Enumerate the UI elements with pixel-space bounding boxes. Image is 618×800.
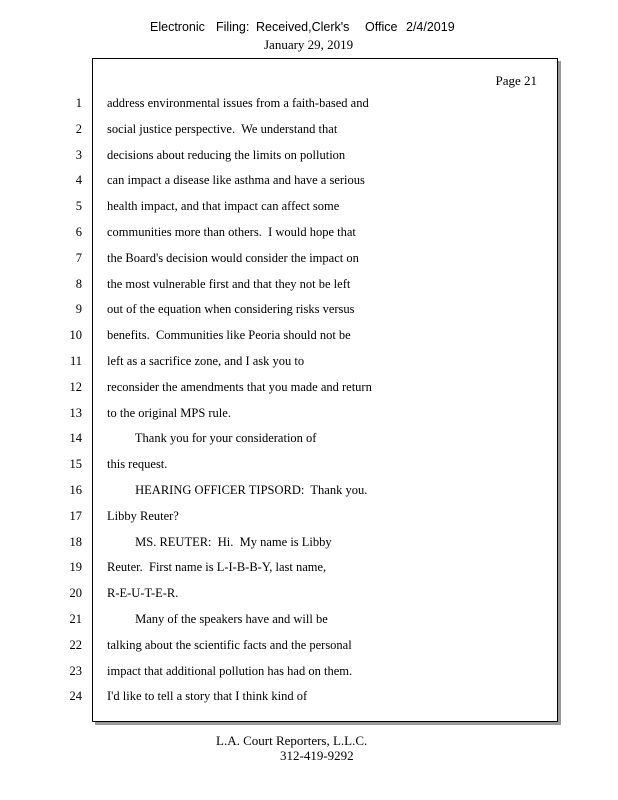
footer-phone: 312-419-9292 (280, 748, 354, 763)
line-text: to the original MPS rule. (107, 406, 231, 420)
line-number: 6 (75, 225, 82, 239)
line-number: 7 (75, 251, 82, 265)
line-text: impact that additional pollution has had on them. (107, 664, 353, 678)
line-number: 24 (69, 689, 82, 703)
line-number: 22 (69, 638, 82, 652)
stamp-date: 2/4/2019 (406, 20, 455, 34)
line-number: 5 (75, 199, 82, 213)
line-number: 11 (69, 354, 82, 368)
line-text: Reuter. First name is L-I-B-B-Y, last name, (107, 560, 327, 574)
line-text: reconsider the amendments that you made and return (107, 380, 372, 394)
line-number: 23 (69, 664, 82, 678)
line-number: 4 (75, 173, 82, 187)
line-text: the Board's decision would consider the impact on (107, 251, 359, 265)
line-text: address environmental issues from a faith-based and (107, 96, 369, 110)
line-number: 2 (75, 122, 82, 136)
line-number: 13 (69, 406, 82, 420)
line-number: 8 (75, 277, 82, 291)
stamp-filing: Filing: (216, 20, 250, 34)
line-text: out of the equation when considering risks versus (107, 302, 355, 316)
line-number: 17 (69, 509, 82, 523)
stamp-received: Received,Clerk's (256, 20, 350, 34)
line-text: left as a sacrifice zone, and I ask you to (107, 354, 305, 368)
line-number: 18 (69, 535, 82, 549)
footer-company: L.A. Court Reporters, L.L.C. (216, 733, 368, 748)
line-text: Libby Reuter? (107, 509, 179, 523)
line-text: social justice perspective. We understand that (107, 122, 338, 136)
line-number: 14 (69, 431, 82, 445)
line-text: decisions about reducing the limits on pollution (107, 148, 346, 162)
line-text: the most vulnerable first and that they not be left (107, 277, 351, 291)
page-number: Page 21 (495, 73, 537, 88)
line-number: 3 (75, 148, 82, 162)
line-text: HEARING OFFICER TIPSORD: Thank you. (107, 483, 368, 497)
line-number: 9 (75, 302, 82, 316)
line-number: 1 (75, 96, 82, 110)
line-text: benefits. Communities like Peoria should not be (107, 328, 351, 342)
line-number: 12 (69, 380, 82, 394)
line-text: Many of the speakers have and will be (107, 612, 328, 626)
transcript-date: January 29, 2019 (264, 37, 354, 52)
line-number: 10 (69, 328, 82, 342)
line-text: R-E-U-T-E-R. (107, 586, 179, 600)
line-text: communities more than others. I would hope that (107, 225, 356, 239)
line-text: this request. (107, 457, 168, 471)
line-number: 16 (69, 483, 82, 497)
line-text: health impact, and that impact can affect some (107, 199, 340, 213)
line-text: I'd like to tell a story that I think kind of (107, 689, 308, 703)
line-text: MS. REUTER: Hi. My name is Libby (107, 535, 332, 549)
line-text: can impact a disease like asthma and have a serious (107, 173, 365, 187)
line-text: talking about the scientific facts and the personal (107, 638, 352, 652)
stamp-office: Office (365, 20, 398, 34)
line-text: Thank you for your consideration of (107, 431, 317, 445)
stamp-electronic: Electronic (150, 20, 205, 34)
line-number: 20 (69, 586, 82, 600)
line-number: 21 (69, 612, 82, 626)
line-number: 19 (69, 560, 82, 574)
line-number: 15 (69, 457, 82, 471)
